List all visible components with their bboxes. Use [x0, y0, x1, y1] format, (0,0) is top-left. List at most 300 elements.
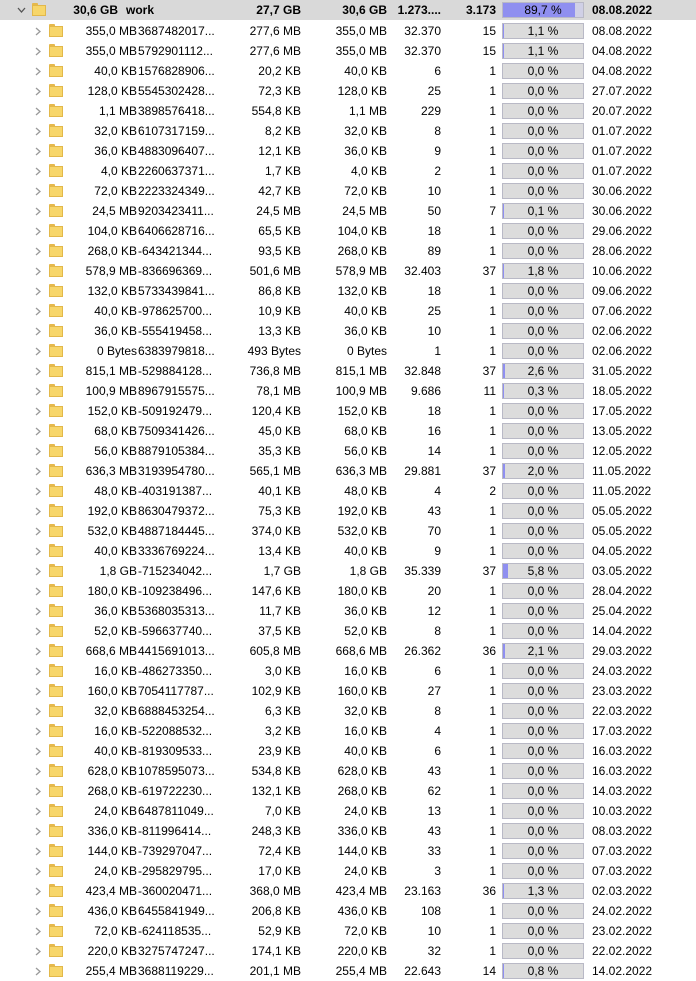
folder-files: 2	[388, 161, 441, 181]
folder-size: 255,4 MB	[62, 961, 137, 981]
folder-row[interactable]	[0, 641, 696, 661]
folder-files: 6	[388, 741, 441, 761]
percent-bar	[502, 723, 584, 739]
folder-icon	[49, 924, 63, 937]
folder-size: 355,0 MB	[62, 21, 137, 41]
chevron-right-icon[interactable]	[31, 621, 45, 641]
folder-allocated: 10,9 KB	[243, 301, 301, 321]
chevron-right-icon[interactable]	[31, 61, 45, 81]
folder-date: 13.05.2022	[592, 421, 692, 441]
percent-label: 0,0 %	[503, 164, 583, 178]
folder-date: 14.02.2022	[592, 961, 692, 981]
folder-name: -978625700...	[138, 301, 242, 321]
percent-label: 0,0 %	[503, 604, 583, 618]
chevron-right-icon[interactable]	[31, 901, 45, 921]
folder-files: 33	[388, 841, 441, 861]
folder-date: 17.03.2022	[592, 721, 692, 741]
percent-label: 0,0 %	[503, 244, 583, 258]
percent-label: 2,6 %	[503, 364, 583, 378]
folder-files: 10	[388, 321, 441, 341]
folder-subfolders: 1	[442, 141, 496, 161]
folder-icon	[49, 964, 63, 977]
folder-files: 50	[388, 201, 441, 221]
folder-allocated: 11,7 KB	[243, 601, 301, 621]
folder-name: 5545302428...	[138, 81, 242, 101]
chevron-right-icon[interactable]	[31, 281, 45, 301]
folder-allocated: 72,4 KB	[243, 841, 301, 861]
chevron-right-icon[interactable]	[31, 261, 45, 281]
folder-files: 25	[388, 301, 441, 321]
folder-icon	[49, 164, 63, 177]
folder-used: 72,0 KB	[302, 921, 387, 941]
percent-bar	[502, 763, 584, 779]
percent-bar	[502, 823, 584, 839]
percent-label: 0,0 %	[503, 304, 583, 318]
folder-files: 6	[388, 61, 441, 81]
folder-date: 07.06.2022	[592, 301, 692, 321]
folder-used: 16,0 KB	[302, 721, 387, 741]
percent-label: 0,0 %	[503, 684, 583, 698]
folder-subfolders: 1	[442, 441, 496, 461]
folder-date: 23.03.2022	[592, 681, 692, 701]
folder-subfolders: 1	[442, 701, 496, 721]
chevron-right-icon[interactable]	[31, 441, 45, 461]
folder-used: 4,0 KB	[302, 161, 387, 181]
folder-subfolders: 1	[442, 541, 496, 561]
folder-files: 16	[388, 421, 441, 441]
folder-subfolders: 1	[442, 241, 496, 261]
folder-size: 32,0 KB	[62, 121, 137, 141]
folder-name: 6487811049...	[138, 801, 242, 821]
folder-icon	[49, 344, 63, 357]
folder-name: 3898576418...	[138, 101, 242, 121]
chevron-right-icon[interactable]	[31, 921, 45, 941]
folder-subfolders: 1	[442, 621, 496, 641]
folder-row[interactable]	[0, 721, 696, 741]
folder-name: 8967915575...	[138, 381, 242, 401]
folder-row[interactable]	[0, 101, 696, 121]
percent-bar	[502, 2, 584, 18]
percent-bar	[502, 403, 584, 419]
folder-row[interactable]	[0, 261, 696, 281]
folder-row[interactable]	[0, 581, 696, 601]
percent-label: 0,0 %	[503, 104, 583, 118]
folder-used: 30,6 GB	[302, 0, 387, 20]
folder-size: 16,0 KB	[62, 661, 137, 681]
folder-files: 9	[388, 141, 441, 161]
folder-icon	[49, 104, 63, 117]
percent-bar	[502, 223, 584, 239]
folder-used: 423,4 MB	[302, 881, 387, 901]
folder-files: 1.273....	[388, 0, 441, 20]
chevron-right-icon[interactable]	[31, 341, 45, 361]
folder-row[interactable]	[0, 221, 696, 241]
percent-bar	[502, 443, 584, 459]
folder-row[interactable]	[0, 141, 696, 161]
folder-allocated: 86,8 KB	[243, 281, 301, 301]
folder-date: 03.05.2022	[592, 561, 692, 581]
folder-name: 1078595073...	[138, 761, 242, 781]
folder-icon	[49, 704, 63, 717]
chevron-right-icon[interactable]	[31, 881, 45, 901]
folder-size: 144,0 KB	[62, 841, 137, 861]
folder-date: 18.05.2022	[592, 381, 692, 401]
percent-label: 0,0 %	[503, 704, 583, 718]
folder-row[interactable]	[0, 541, 696, 561]
folder-allocated: 3,2 KB	[243, 721, 301, 741]
folder-used: 40,0 KB	[302, 541, 387, 561]
folder-files: 26.362	[388, 641, 441, 661]
folder-used: 56,0 KB	[302, 441, 387, 461]
chevron-right-icon[interactable]	[31, 681, 45, 701]
folder-allocated: 201,1 MB	[243, 961, 301, 981]
folder-subfolders: 1	[442, 761, 496, 781]
folder-icon	[49, 504, 63, 517]
folder-date: 23.02.2022	[592, 921, 692, 941]
percent-bar	[502, 23, 584, 39]
folder-name: -811996414...	[138, 821, 242, 841]
chevron-right-icon[interactable]	[31, 41, 45, 61]
percent-bar	[502, 563, 584, 579]
folder-size: 1,8 GB	[62, 561, 137, 581]
folder-used: 36,0 KB	[302, 141, 387, 161]
folder-subfolders: 1	[442, 581, 496, 601]
folder-subfolders: 3.173	[442, 0, 496, 20]
folder-name: -619722230...	[138, 781, 242, 801]
folder-date: 10.03.2022	[592, 801, 692, 821]
folder-name: -509192479...	[138, 401, 242, 421]
chevron-right-icon[interactable]	[31, 581, 45, 601]
percent-label: 0,0 %	[503, 924, 583, 938]
folder-files: 32.370	[388, 41, 441, 61]
folder-subfolders: 1	[442, 841, 496, 861]
folder-date: 30.06.2022	[592, 201, 692, 221]
folder-used: 355,0 MB	[302, 21, 387, 41]
folder-icon	[49, 424, 63, 437]
percent-bar	[502, 383, 584, 399]
folder-date: 02.03.2022	[592, 881, 692, 901]
folder-row[interactable]	[0, 161, 696, 181]
folder-subfolders: 1	[442, 81, 496, 101]
chevron-right-icon[interactable]	[31, 461, 45, 481]
folder-subfolders: 14	[442, 961, 496, 981]
folder-files: 8	[388, 121, 441, 141]
folder-size: 1,1 MB	[62, 101, 137, 121]
percent-bar	[502, 243, 584, 259]
percent-label: 0,1 %	[503, 204, 583, 218]
chevron-right-icon[interactable]	[31, 761, 45, 781]
folder-allocated: 736,8 MB	[243, 361, 301, 381]
folder-allocated: 277,6 MB	[243, 41, 301, 61]
folder-row[interactable]	[0, 861, 696, 881]
folder-row[interactable]	[0, 941, 696, 961]
folder-subfolders: 1	[442, 161, 496, 181]
root-folder-row[interactable]	[0, 0, 696, 20]
folder-date: 17.05.2022	[592, 401, 692, 421]
chevron-right-icon[interactable]	[31, 241, 45, 261]
chevron-right-icon[interactable]	[31, 521, 45, 541]
chevron-right-icon[interactable]	[31, 821, 45, 841]
folder-row[interactable]	[0, 201, 696, 221]
percent-bar	[502, 903, 584, 919]
folder-allocated: 93,5 KB	[243, 241, 301, 261]
folder-date: 05.05.2022	[592, 521, 692, 541]
folder-size: 72,0 KB	[62, 921, 137, 941]
folder-row[interactable]	[0, 61, 696, 81]
percent-label: 1,8 %	[503, 264, 583, 278]
folder-used: 152,0 KB	[302, 401, 387, 421]
folder-icon	[49, 244, 63, 257]
chevron-right-icon[interactable]	[31, 961, 45, 981]
folder-date: 28.04.2022	[592, 581, 692, 601]
folder-row[interactable]	[0, 21, 696, 41]
folder-used: 1,1 MB	[302, 101, 387, 121]
folder-row[interactable]	[0, 381, 696, 401]
folder-allocated: 13,3 KB	[243, 321, 301, 341]
percent-label: 0,0 %	[503, 84, 583, 98]
chevron-right-icon[interactable]	[31, 781, 45, 801]
folder-files: 43	[388, 821, 441, 841]
folder-row[interactable]	[0, 281, 696, 301]
folder-date: 09.06.2022	[592, 281, 692, 301]
percent-bar	[502, 523, 584, 539]
chevron-right-icon[interactable]	[31, 81, 45, 101]
chevron-right-icon[interactable]	[31, 481, 45, 501]
folder-used: 636,3 MB	[302, 461, 387, 481]
folder-name: -624118535...	[138, 921, 242, 941]
chevron-right-icon[interactable]	[31, 361, 45, 381]
percent-bar	[502, 123, 584, 139]
chevron-right-icon[interactable]	[31, 141, 45, 161]
folder-icon	[49, 404, 63, 417]
chevron-right-icon[interactable]	[31, 861, 45, 881]
percent-bar	[502, 483, 584, 499]
folder-size: 24,0 KB	[62, 861, 137, 881]
folder-row[interactable]	[0, 801, 696, 821]
folder-date: 29.06.2022	[592, 221, 692, 241]
folder-name: 6107317159...	[138, 121, 242, 141]
chevron-right-icon[interactable]	[31, 941, 45, 961]
folder-size: 268,0 KB	[62, 241, 137, 261]
folder-row[interactable]	[0, 821, 696, 841]
folder-size: 423,4 MB	[62, 881, 137, 901]
folder-row[interactable]	[0, 921, 696, 941]
percent-label: 0,0 %	[503, 64, 583, 78]
folder-date: 10.06.2022	[592, 261, 692, 281]
folder-icon	[49, 264, 63, 277]
folder-files: 27	[388, 681, 441, 701]
percent-bar	[502, 683, 584, 699]
folder-used: 628,0 KB	[302, 761, 387, 781]
folder-subfolders: 1	[442, 941, 496, 961]
folder-icon	[49, 444, 63, 457]
folder-subfolders: 1	[442, 101, 496, 121]
folder-files: 10	[388, 921, 441, 941]
folder-row[interactable]	[0, 901, 696, 921]
folder-files: 23.163	[388, 881, 441, 901]
folder-row[interactable]	[0, 361, 696, 381]
chevron-right-icon[interactable]	[31, 201, 45, 221]
folder-date: 08.08.2022	[592, 21, 692, 41]
folder-files: 43	[388, 761, 441, 781]
folder-size: 180,0 KB	[62, 581, 137, 601]
folder-files: 12	[388, 601, 441, 621]
chevron-right-icon[interactable]	[31, 401, 45, 421]
chevron-right-icon[interactable]	[31, 561, 45, 581]
folder-icon	[49, 904, 63, 917]
folder-size: 32,0 KB	[62, 701, 137, 721]
chevron-right-icon[interactable]	[31, 741, 45, 761]
folder-allocated: 13,4 KB	[243, 541, 301, 561]
folder-row[interactable]	[0, 661, 696, 681]
folder-name: 8630479372...	[138, 501, 242, 521]
folder-subfolders: 1	[442, 801, 496, 821]
folder-used: 68,0 KB	[302, 421, 387, 441]
folder-allocated: 6,3 KB	[243, 701, 301, 721]
folder-icon	[49, 664, 63, 677]
percent-label: 0,0 %	[503, 904, 583, 918]
folder-row[interactable]	[0, 881, 696, 901]
folder-row[interactable]	[0, 41, 696, 61]
folder-row[interactable]	[0, 121, 696, 141]
folder-date: 04.05.2022	[592, 541, 692, 561]
folder-name: 4883096407...	[138, 141, 242, 161]
folder-allocated: 27,7 GB	[243, 0, 301, 20]
folder-name: 6455841949...	[138, 901, 242, 921]
folder-row[interactable]	[0, 781, 696, 801]
percent-label: 0,0 %	[503, 824, 583, 838]
folder-used: 336,0 KB	[302, 821, 387, 841]
chevron-right-icon[interactable]	[31, 601, 45, 621]
folder-icon	[49, 524, 63, 537]
folder-row[interactable]	[0, 481, 696, 501]
folder-name: -596637740...	[138, 621, 242, 641]
folder-used: 48,0 KB	[302, 481, 387, 501]
percent-label: 0,0 %	[503, 804, 583, 818]
chevron-right-icon[interactable]	[31, 541, 45, 561]
folder-allocated: 120,4 KB	[243, 401, 301, 421]
chevron-right-icon[interactable]	[31, 381, 45, 401]
folder-row[interactable]	[0, 181, 696, 201]
folder-row[interactable]	[0, 681, 696, 701]
folder-size: 436,0 KB	[62, 901, 137, 921]
folder-name: 9203423411...	[138, 201, 242, 221]
chevron-right-icon[interactable]	[31, 721, 45, 741]
folder-row[interactable]	[0, 601, 696, 621]
folder-row[interactable]	[0, 421, 696, 441]
folder-subfolders: 1	[442, 301, 496, 321]
folder-icon	[49, 764, 63, 777]
percent-label: 0,0 %	[503, 224, 583, 238]
chevron-right-icon[interactable]	[31, 421, 45, 441]
folder-used: 24,0 KB	[302, 861, 387, 881]
folder-files: 18	[388, 221, 441, 241]
folder-row[interactable]	[0, 461, 696, 481]
folder-row[interactable]	[0, 961, 696, 981]
chevron-right-icon[interactable]	[31, 701, 45, 721]
folder-files: 43	[388, 501, 441, 521]
folder-date: 01.07.2022	[592, 141, 692, 161]
folder-row[interactable]	[0, 241, 696, 261]
folder-subfolders: 1	[442, 281, 496, 301]
folder-size: 128,0 KB	[62, 81, 137, 101]
chevron-right-icon[interactable]	[31, 661, 45, 681]
folder-row[interactable]	[0, 501, 696, 521]
chevron-right-icon[interactable]	[31, 181, 45, 201]
folder-files: 32	[388, 941, 441, 961]
folder-allocated: 45,0 KB	[243, 421, 301, 441]
chevron-right-icon[interactable]	[31, 841, 45, 861]
folder-allocated: 78,1 MB	[243, 381, 301, 401]
folder-icon	[49, 44, 63, 57]
folder-row[interactable]	[0, 701, 696, 721]
percent-label: 0,0 %	[503, 664, 583, 678]
folder-row[interactable]	[0, 621, 696, 641]
percent-bar	[502, 843, 584, 859]
folder-subfolders: 1	[442, 921, 496, 941]
folder-files: 4	[388, 481, 441, 501]
percent-label: 0,0 %	[503, 444, 583, 458]
chevron-right-icon[interactable]	[31, 161, 45, 181]
chevron-right-icon[interactable]	[31, 221, 45, 241]
folder-row[interactable]	[0, 401, 696, 421]
chevron-right-icon[interactable]	[31, 321, 45, 341]
folder-files: 13	[388, 801, 441, 821]
folder-name: -486273350...	[138, 661, 242, 681]
folder-row[interactable]	[0, 561, 696, 581]
folder-files: 25	[388, 81, 441, 101]
folder-size: 192,0 KB	[62, 501, 137, 521]
folder-row[interactable]	[0, 341, 696, 361]
chevron-right-icon[interactable]	[31, 21, 45, 41]
folder-files: 70	[388, 521, 441, 541]
percent-bar	[502, 503, 584, 519]
folder-name: -739297047...	[138, 841, 242, 861]
folder-row[interactable]	[0, 761, 696, 781]
folder-name: -555419458...	[138, 321, 242, 341]
folder-row[interactable]	[0, 441, 696, 461]
chevron-right-icon[interactable]	[31, 501, 45, 521]
folder-icon	[49, 784, 63, 797]
chevron-right-icon[interactable]	[31, 121, 45, 141]
folder-icon	[49, 844, 63, 857]
folder-row[interactable]	[0, 321, 696, 341]
folder-row[interactable]	[0, 841, 696, 861]
folder-row[interactable]	[0, 741, 696, 761]
chevron-right-icon[interactable]	[31, 641, 45, 661]
folder-size: 52,0 KB	[62, 621, 137, 641]
percent-label: 0,0 %	[503, 544, 583, 558]
chevron-right-icon[interactable]	[31, 801, 45, 821]
folder-row[interactable]	[0, 81, 696, 101]
percent-label: 1,3 %	[503, 884, 583, 898]
percent-bar	[502, 543, 584, 559]
folder-allocated: 248,3 KB	[243, 821, 301, 841]
folder-subfolders: 1	[442, 721, 496, 741]
folder-row[interactable]	[0, 301, 696, 321]
folder-size: 24,5 MB	[62, 201, 137, 221]
percent-bar	[502, 343, 584, 359]
chevron-right-icon[interactable]	[31, 301, 45, 321]
folder-icon	[49, 64, 63, 77]
chevron-down-icon[interactable]	[14, 0, 28, 20]
folder-row[interactable]	[0, 521, 696, 541]
chevron-right-icon[interactable]	[31, 101, 45, 121]
folder-name: 1576828906...	[138, 61, 242, 81]
folder-size: 68,0 KB	[62, 421, 137, 441]
folder-icon	[49, 884, 63, 897]
folder-name: 3688119229...	[138, 961, 242, 981]
